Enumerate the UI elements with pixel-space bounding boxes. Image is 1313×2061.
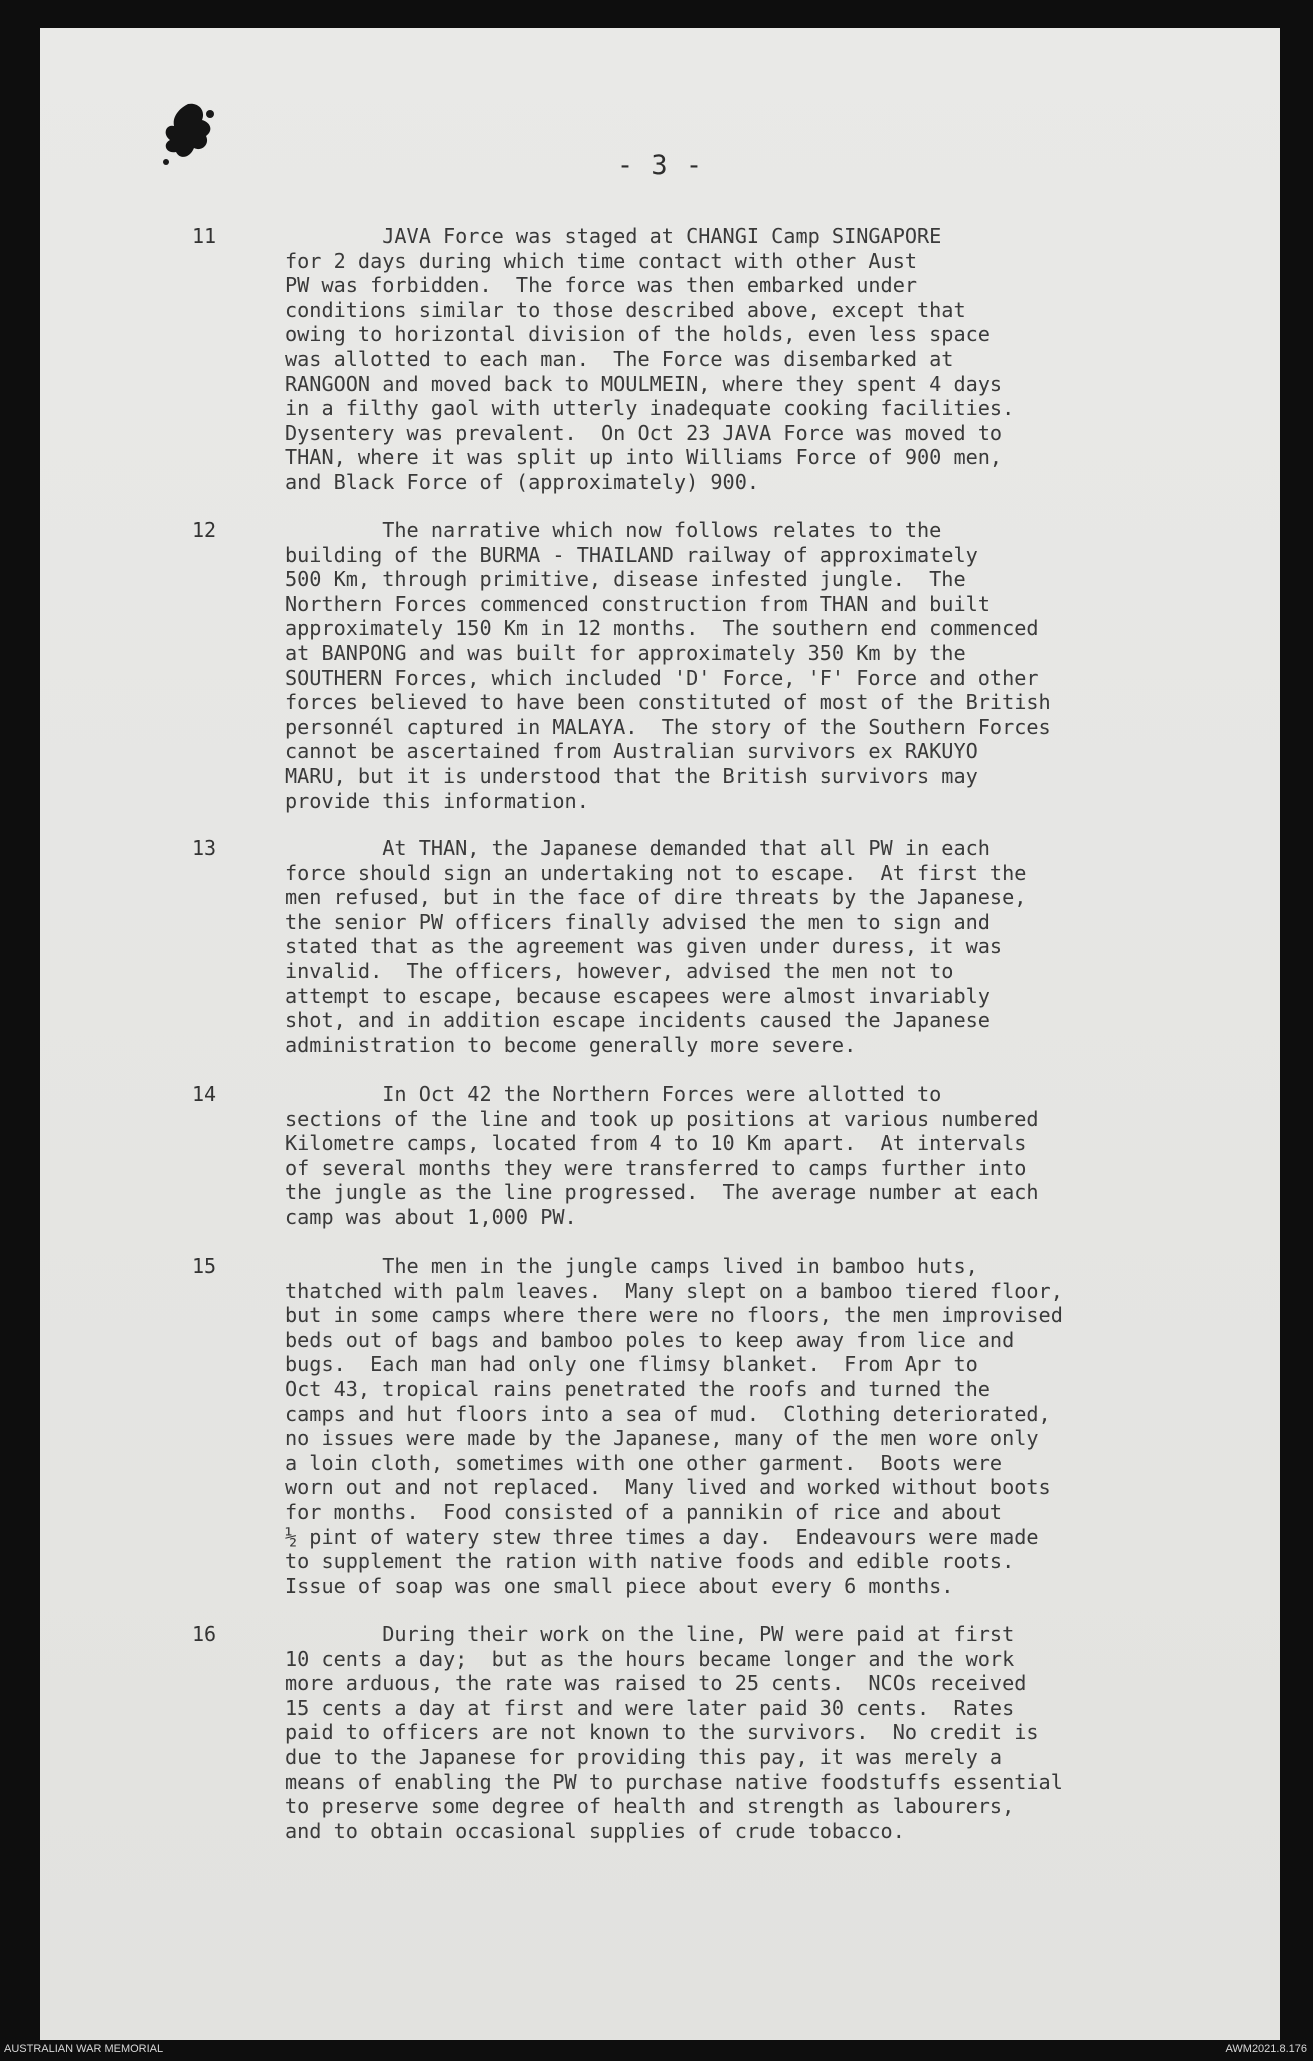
footer-item-id: AWM2021.8.176	[1225, 2043, 1307, 2055]
paragraph-number: 13	[192, 836, 217, 860]
paragraph-number: 14	[192, 1082, 217, 1106]
page-number: - 3 -	[616, 150, 704, 181]
document-page	[40, 28, 1280, 2040]
paragraph-text: At THAN, the Japanese demanded that all PW in each force should sign an undertaking not to escape. At first the men refused, but in the face of dire threats by the Japanese, the senior PW officers finally advised the men to sign and stated that as the agreement was given under duress, it was invalid. The officers, however, advised the men not to attempt to escape, because escapees were almost invariably shot, and in addition escape incidents caused the Japanese administration to become generally more severe.	[285, 836, 1027, 1057]
paragraph-text: In Oct 42 the Northern Forces were allotted to sections of the line and took up positions at various numbered Kilometre camps, located from 4 to 10 Km apart. At intervals of several months they were transferred to camps further into the jungle as the line progressed. The average number at each camp was about 1,000 PW.	[285, 1082, 1039, 1229]
paragraph-text: During their work on the line, PW were paid at first 10 cents a day; but as the hours became longer and the work more arduous, the rate was raised to 25 cents. NCOs received 15 cents a day at first and were later paid 30 cents. Rates paid to officers are not known to the survivors. No credit is due to the Japanese for providing this pay, it was merely a means of enabling the PW to purchase native foodstuffs essential to preserve some degree of health and strength as labourers, and to obtain occasional supplies of crude tobacco.	[285, 1622, 1063, 1843]
paragraph-number: 11	[192, 224, 217, 248]
paragraph-text: JAVA Force was staged at CHANGI Camp SINGAPORE for 2 days during which time contact with other Aust PW was forbidden. The force was then embarked under conditions similar to those described above, except that owing to horizontal division of the holds, even less space was allotted to each man. The Force was disembarked at RANGOON and moved back to MOULMEIN, where they spent 4 days in a filthy gaol with utterly inadequate cooking facilities. Dysentery was prevalent. On Oct 23 JAVA Force was moved to THAN, where it was split up into Williams Force of 900 men, and Black Force of (approximately) 900.	[285, 224, 1015, 494]
footer-archive-name: AUSTRALIAN WAR MEMORIAL	[4, 2043, 164, 2055]
paragraph-number: 12	[192, 518, 217, 542]
paragraph-number: 16	[192, 1622, 217, 1646]
paragraph-text: The narrative which now follows relates to the building of the BURMA - THAILAND railway of approximately 500 Km, through primitive, disease infested jungle. The Northern Forces commenced construction from THAN and built approximately 150 Km in 12 months. The southern end commenced at BANPONG and was built for approximately 350 Km by the SOUTHERN Forces, which included 'D' Force, 'F' Force and other forces believed to have been constituted of most of the British personnél captured in MALAYA. The story of the Southern Forces cannot be ascertained from Australian survivors ex RAKUYO MARU, but it is understood that the British survivors may provide this information.	[285, 518, 1051, 813]
paragraph-text: The men in the jungle camps lived in bamboo huts, thatched with palm leaves. Many slept on a bamboo tiered floor, but in some camps where there were no floors, the men improvised beds out of bags and bamboo poles to keep away from lice and bugs. Each man had only one flimsy blanket. From Apr to Oct 43, tropical rains penetrated the roofs and turned the camps and hut floors into a sea of mud. Clothing deteriorated, no issues were made by the Japanese, many of the men wore only a loin cloth, sometimes with one other garment. Boots were worn out and not replaced. Many lived and worked without boots for months. Food consisted of a pannikin of rice and about ½ pint of watery stew three times a day. Endeavours were made to supplement the ration with native foods and edible roots. Issue of soap was one small piece about every 6 months.	[285, 1254, 1063, 1598]
paragraph-number: 15	[192, 1254, 217, 1278]
